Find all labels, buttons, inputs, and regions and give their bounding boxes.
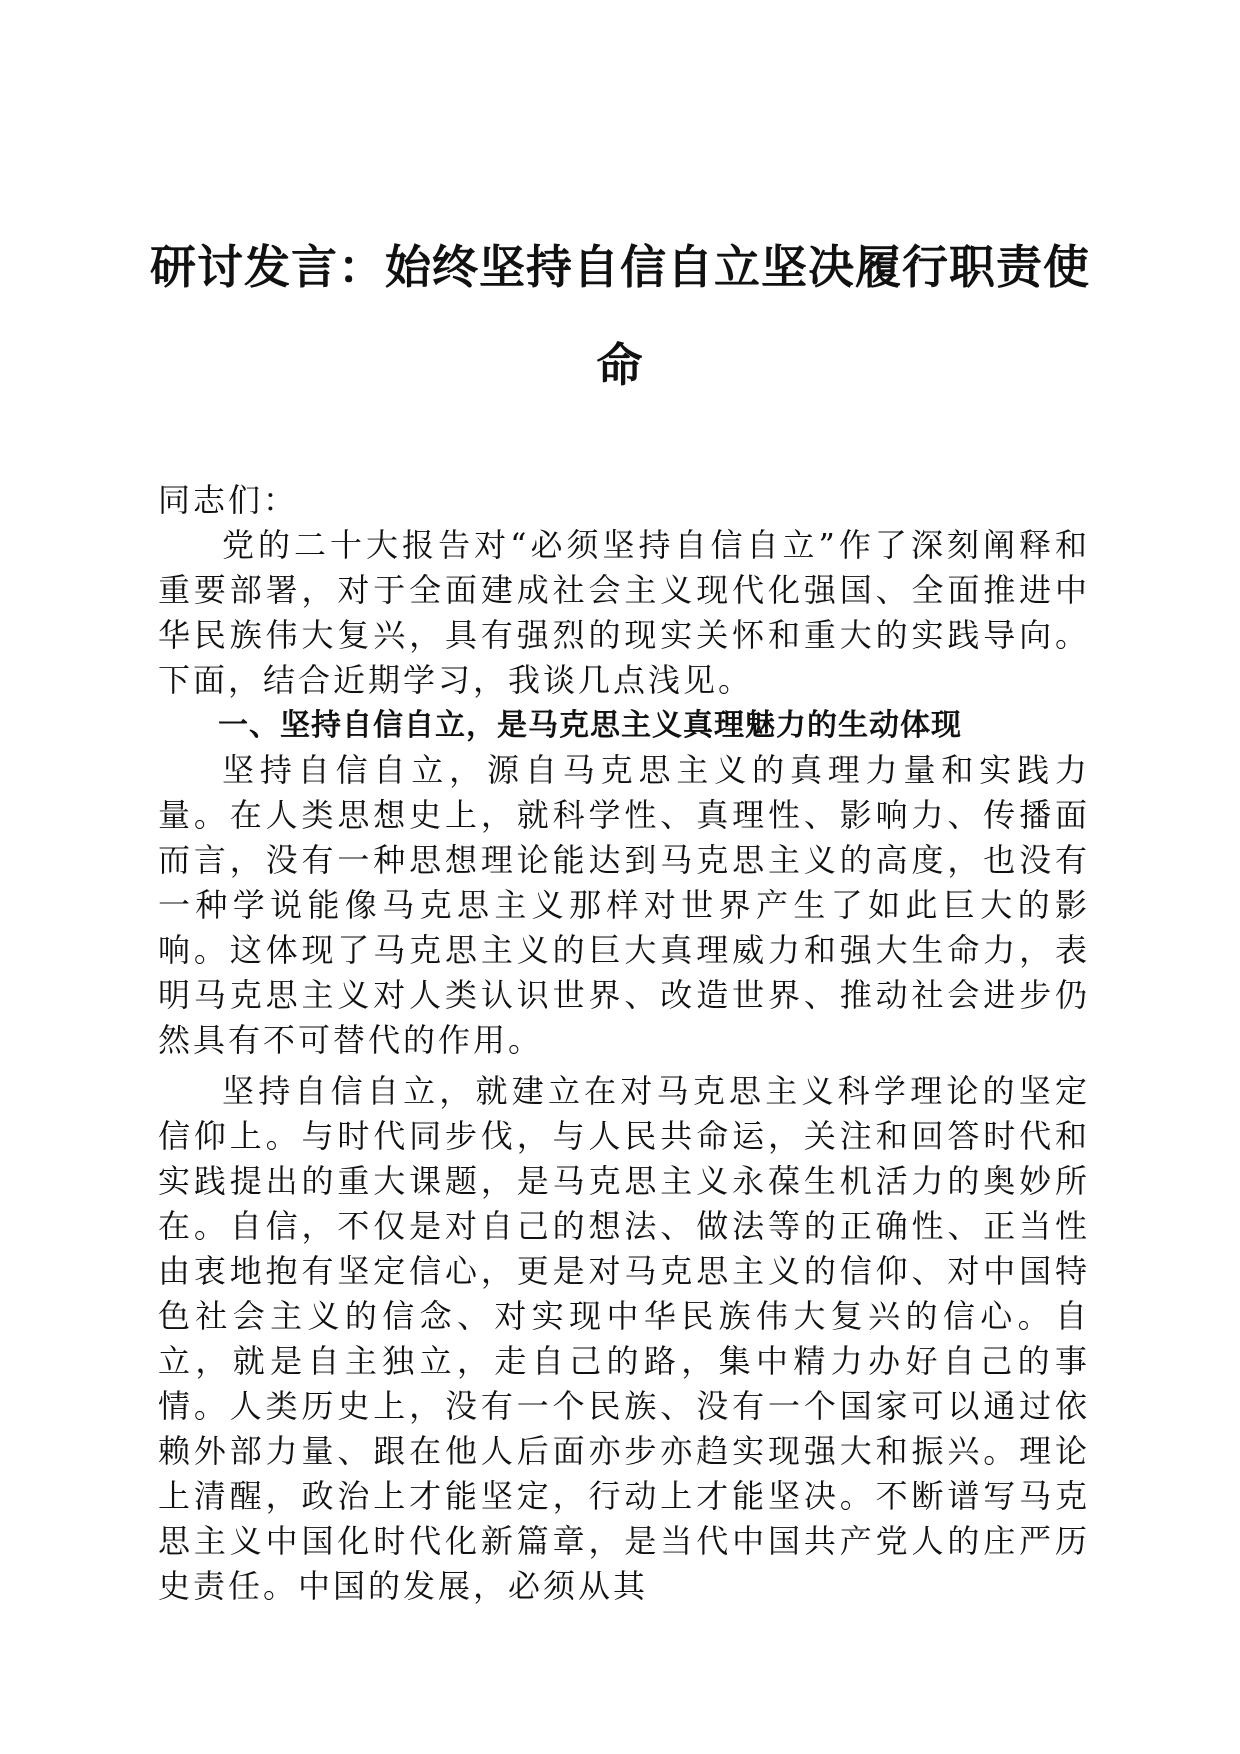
section-heading-1: 一、坚持自信自立，是马克思主义真理魅力的生动体现 <box>218 708 962 743</box>
body-paragraph-1: 坚持自信自立，源自马克思主义的真理力量和实践力量。在人类思想史上，就科学性、真理性、影响力、传播面而言，没有一种思想理论能达到马克思主义的高度，也没有一种学说能像马克思主义那样对世界产生了如此巨大的影响。这体现了马克思主义的巨大真理威力和强大生命力，表明马克思主义对人类认识世界、改造世界、推动社会进步仍然具有不可替代的作用。 <box>158 751 1090 1059</box>
body-paragraph-2: 坚持自信自立，就建立在对马克思主义科学理论的坚定信仰上。与时代同步伐，与人民共命运，关注和回答时代和实践提出的重大课题，是马克思主义永葆生机活力的奥妙所在。自信，不仅是对自己的想法、做法等的正确性、正当性由衷地抱有坚定信心，更是对马克思主义的信仰、对中国特色社会主义的信念、对实现中华民族伟大复兴的信心。自立，就是自主独立，走自己的路，集中精力办好自己的事情。人类历史上，没有一个民族、没有一个国家可以通过依赖外部力量、跟在他人后面亦步亦趋实现强大和振兴。理论上清醒，政治上才能坚定，行动上才能坚决。不断谱写马克思主义中国化时代化新篇章，是当代中国共产党人的庄严历史责任。中国的发展，必须从其 <box>158 1072 1090 1605</box>
document-body <box>158 478 1090 1609</box>
document-title: 研讨发言：始终坚持自信自立坚决履行职责使命 <box>150 240 1090 392</box>
salutation: 同志们： <box>158 481 299 519</box>
intro-paragraph: 党的二十大报告对“必须坚持自信自立”作了深刻阐释和重要部署，对于全面建成社会主义现代化强国、全面推进中华民族伟大复兴，具有强烈的现实关怀和重大的实践导向。下面，结合近期学习，我谈几点浅见。 <box>158 526 1090 699</box>
